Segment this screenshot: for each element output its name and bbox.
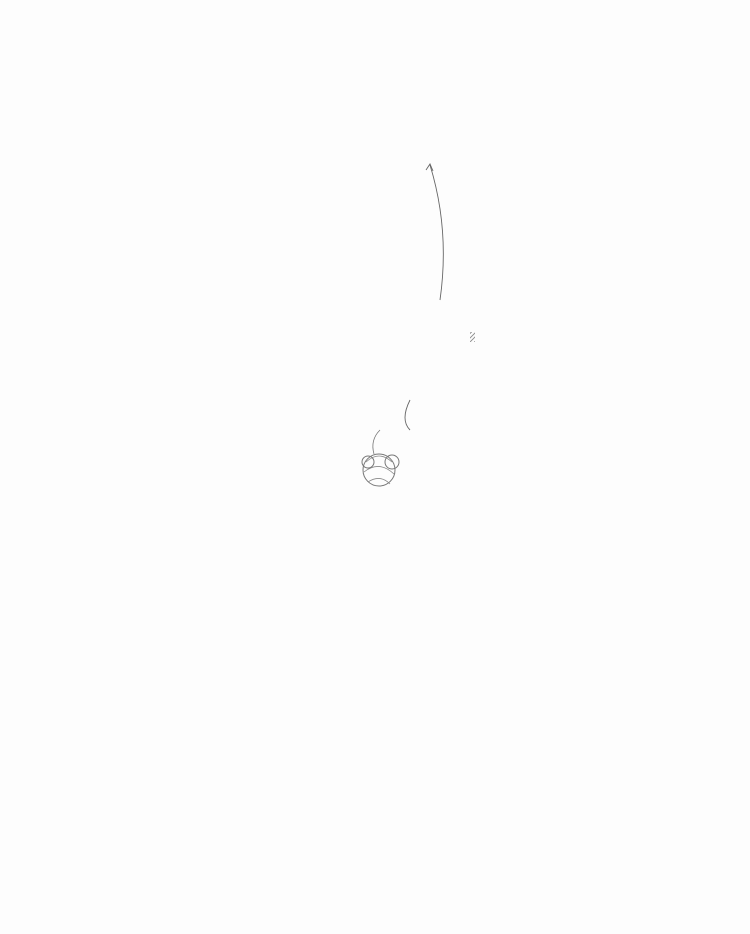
increase-legend bbox=[468, 332, 476, 342]
yarn-ball-illustration bbox=[362, 430, 399, 486]
increase-legend-swatch bbox=[470, 332, 475, 342]
direction-arrows bbox=[405, 164, 443, 430]
